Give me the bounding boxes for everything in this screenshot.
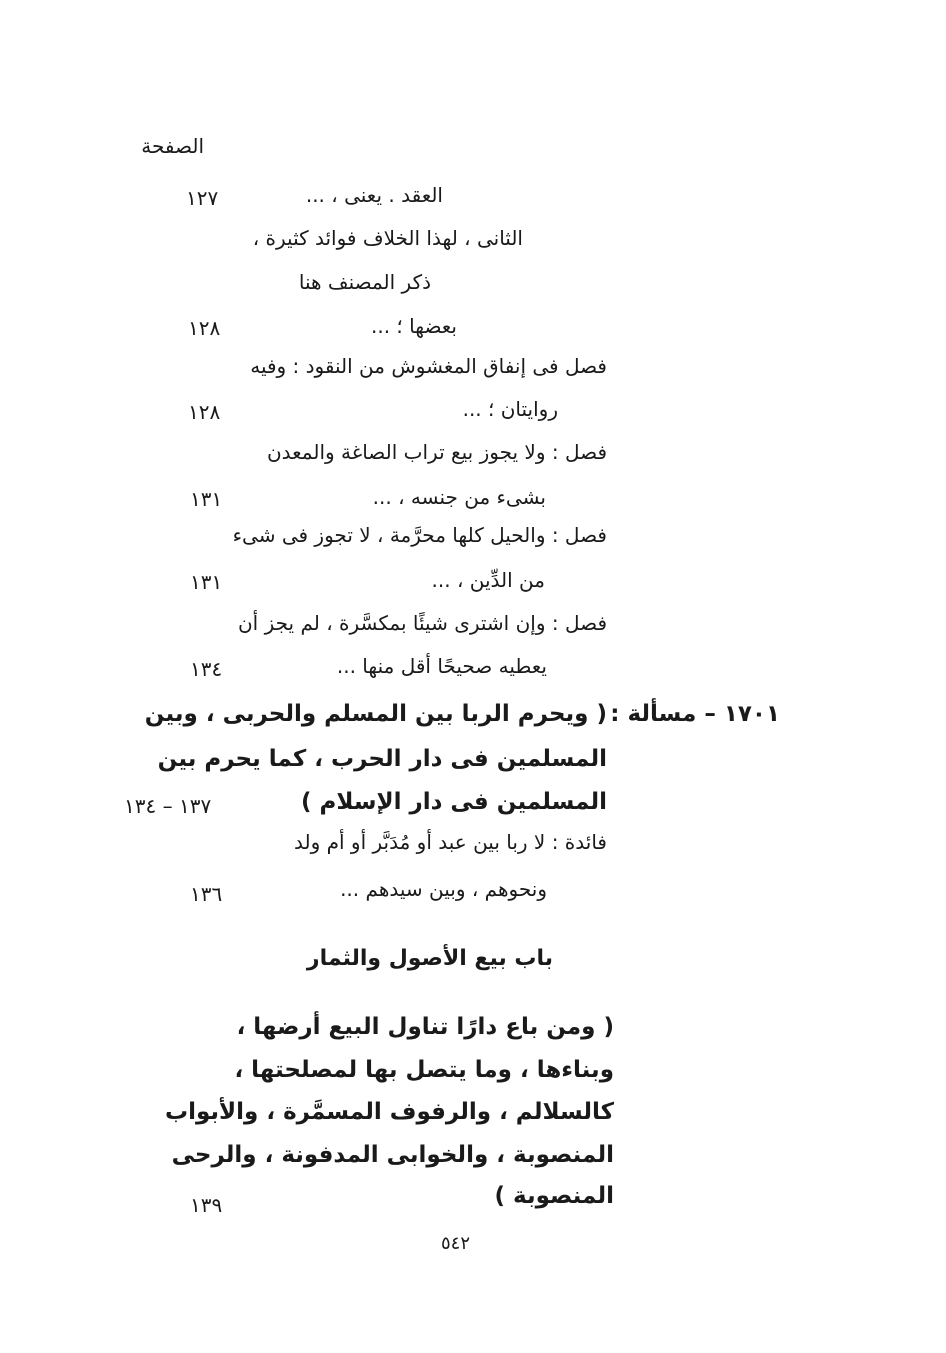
- entry-line: من الدِّين ، ...: [431, 568, 545, 592]
- entry-line: الثانى ، لهذا الخلاف فوائد كثيرة ،: [252, 226, 523, 250]
- page-ref: ١٢٨: [188, 316, 221, 340]
- section-line: المنصوبة ): [494, 1183, 614, 1209]
- section-line: المنصوبة ، والخوابى المدفونة ، والرحى: [171, 1142, 614, 1168]
- page-ref: ١٣١: [190, 570, 223, 594]
- entry-line: بعضها ؛ ...: [370, 314, 457, 338]
- entry-line: فائدة : لا ربا بين عبد أو مُدَبَّر أو أم ولد: [294, 830, 607, 854]
- page-ref: ١٢٨: [188, 400, 221, 424]
- page-ref: ١٣٦: [190, 882, 223, 906]
- entry-line: بشىء من جنسه ، ...: [372, 485, 546, 509]
- page-ref: ١٢٧: [186, 186, 219, 210]
- entry-line: ذكر المصنف هنا: [298, 270, 431, 294]
- page-ref: ١٣١: [190, 487, 223, 511]
- entry-line: ونحوهم ، وبين سيدهم ...: [340, 877, 547, 901]
- mas-ala-line: المسلمين فى دار الإسلام ): [301, 789, 607, 815]
- entry-line: العقد . يعنى ، ...: [305, 183, 443, 207]
- section-line: كالسلالم ، والرفوف المسمَّرة ، والأبواب: [164, 1099, 614, 1125]
- page-ref: ١٣٩: [190, 1193, 223, 1217]
- page-ref: ١٣٤: [190, 657, 223, 681]
- mas-ala-number-label: ١٧٠١ – مسألة :: [610, 701, 780, 727]
- entry-line: يعطيه صحيحًا أقل منها ...: [336, 654, 547, 678]
- page-column-heading: الصفحة: [141, 134, 204, 158]
- page-number: ٥٤٢: [441, 1233, 471, 1254]
- section-line: ( ومن باع دارًا تناول البيع أرضها ،: [236, 1014, 614, 1040]
- entry-line: فصل : ولا يجوز بيع تراب الصاغة والمعدن: [266, 440, 607, 464]
- page-ref: ١٣٧ – ١٣٤: [124, 794, 212, 818]
- entry-line: فصل : وإن اشترى شيئًا بمكسَّرة ، لم يجز أن: [237, 611, 607, 635]
- mas-ala-line: ( ويحرم الربا بين المسلم والحربى ، وبين: [144, 701, 607, 727]
- entry-line: روايتان ؛ ...: [462, 397, 558, 421]
- mas-ala-line: المسلمين فى دار الحرب ، كما يحرم بين: [157, 746, 607, 772]
- entry-line: فصل : والحيل كلها محرَّمة ، لا تجوز فى شىء: [232, 523, 607, 547]
- entry-line: فصل فى إنفاق المغشوش من النقود : وفيه: [250, 354, 607, 378]
- section-line: وبناءها ، وما يتصل بها لمصلحتها ،: [234, 1057, 614, 1083]
- section-title: باب بيع الأصول والثمار: [306, 946, 553, 971]
